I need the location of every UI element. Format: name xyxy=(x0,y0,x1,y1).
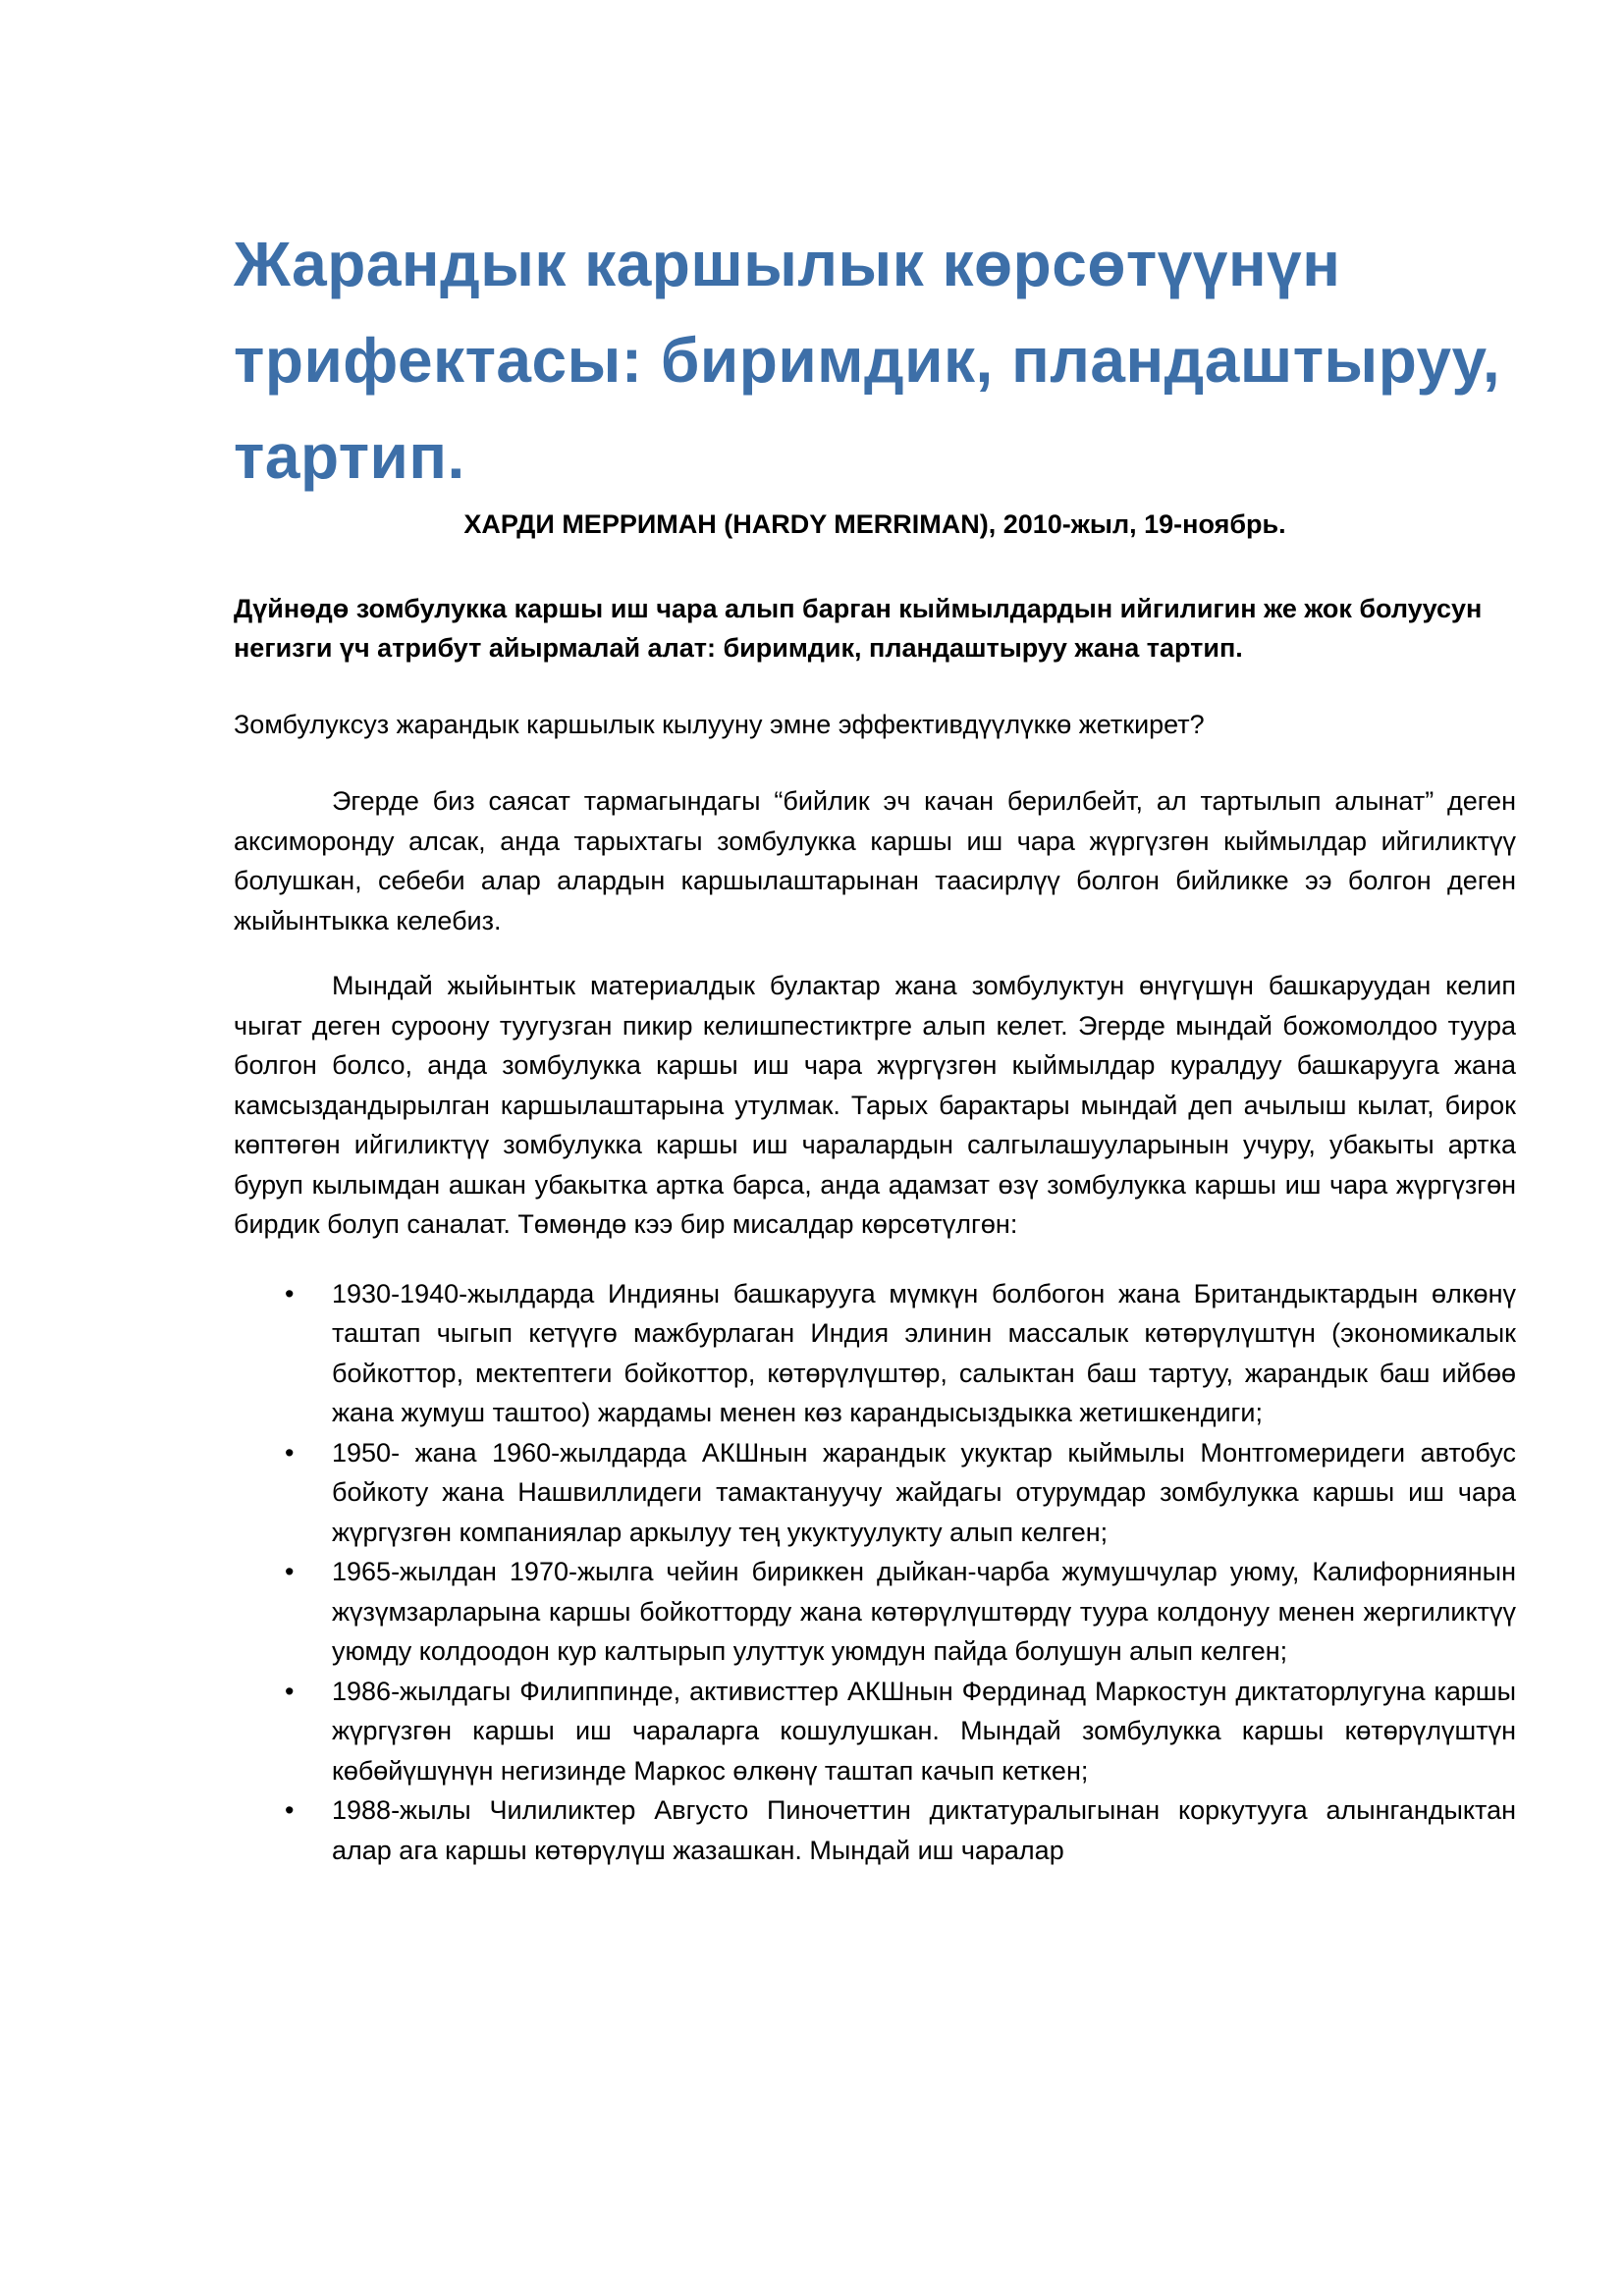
list-item-text: 1986-жылдагы Филиппинде, активисттер АКШнын Фердинад Маркостун диктаторлугуна каршы жүргүзгөн каршы иш чараларга кошулушкан. Мындай зомбулукка каршы көтөрүлүштүн көбөйүшүнүн негизинде Маркос өлкөнү таштап качып кеткен; xyxy=(332,1676,1516,1786)
list-item-text: 1930-1940-жылдарда Индияны башкарууга мүмкүн болбогон жана Британдыктардын өлкөнү таштап чыгып кетүүгө мажбурлаган Индия элинин массалык көтөрүлүштүн (экономикалык бойкоттор, мектептеги бойкоттор, көтөрүлүштөр, салыктан баш тартуу, жарандык баш ийбөө жана жумуш таштоо) жардамы менен көз карандысыздыкка жетишкендиги; xyxy=(332,1278,1516,1427)
list-item-text: 1950- жана 1960-жылдарда АКШнын жарандык укуктар кыймылы Монтгомеридеги автобус бойкоту жана Нашвиллидеги тамактануучу жайдагы отурумдар зомбулукка каршы иш чара жүргүзгөн компаниялар аркылуу тең укуктуулукту алып келген; xyxy=(332,1437,1516,1547)
bullet-icon: • xyxy=(285,1795,295,1825)
lead-summary: Дүйнөдө зомбулукка каршы иш чара алып барган кыймылдардын ийгилигин же жок болуусун негизги үч атрибут айырмалай алат: биримдик, пландаштыруу жана тартип. xyxy=(234,594,1483,663)
list-item xyxy=(234,1790,1516,1870)
list-item xyxy=(234,1672,1516,1791)
list-item xyxy=(234,1433,1516,1553)
bullet-icon: • xyxy=(285,1557,295,1586)
list-item-text: 1988-жылы Чилиликтер Августо Пиночеттин диктатуралыгынан коркутууга алынгандыктан алар ага каршы көтөрүлүш жазашкан. Мындай иш чаралар xyxy=(332,1795,1516,1865)
examples-list xyxy=(234,1274,1516,1871)
author-byline: ХАРДИ МЕРРИМАН (HARDY MERRIMAN), 2010-жыл, 19-ноябрь. xyxy=(463,509,1286,539)
bullet-icon: • xyxy=(285,1437,295,1468)
body-paragraph-1: Эгерде биз саясат тармагындагы “бийлик эч качан берилбейт, ал тартылып алынат” деген аксиморонду алсак, анда тарыхтагы зомбулукка каршы иш чара жүргүзгөн кыймылдар ийгиликтүү болушкан, себеби алар алардын каршылаштарынан таасирлүү болгон бийликке ээ болгон деген жыйынтыкка келебиз. xyxy=(234,786,1516,935)
document-page xyxy=(234,216,1516,1870)
body-paragraph-2: Мындай жыйынтык материалдык булактар жана зомбулуктун өнүгүшүн башкаруудан келип чыгат деген суроону туугузган пикир келишпестиктрге алып келет. Эгерде мындай божомолдоо туура болгон болсо, анда зомбулукка каршы иш чара жүргүзгөн кыймылдар куралдуу башкарууга жана камсыздандырылган каршылаштарына утулмак. Тарых барактары мындай деп ачылыш кылат, бирок көптөгөн ийгиликтүү зомбулукка каршы иш чаралардын салгылашууларынын учуру, убакыты артка буруп кылымдан ашкан убакытка артка барса, анда адамзат өзү зомбулукка каршы иш чара жүргүзгөн бирдик болуп саналат. Төмөндө кээ бир мисалдар көрсөтүлгөн: xyxy=(234,971,1516,1239)
list-item xyxy=(234,1274,1516,1433)
list-item-text: 1965-жылдан 1970-жылга чейин бириккен дыйкан-чарба жумушчулар уюму, Калифорниянын жүзүмзарларына каршы бойкотторду жана көтөрүлүштөрдү туура колдонуу менен жергиликтүү уюмду колдоодон кур калтырып улуттук уюмдун пайда болушун алып келген; xyxy=(332,1557,1516,1666)
bullet-icon: • xyxy=(285,1676,295,1706)
bullet-icon: • xyxy=(285,1278,295,1308)
article-title: Жарандык каршылык көрсөтүүнүн трифектасы: биримдик, пландаштыруу, тартип. xyxy=(234,229,1501,492)
section-question: Зомбулуксуз жарандык каршылык кылууну эмне эффективдүүлүккө жеткирет? xyxy=(234,710,1205,739)
list-item xyxy=(234,1552,1516,1672)
